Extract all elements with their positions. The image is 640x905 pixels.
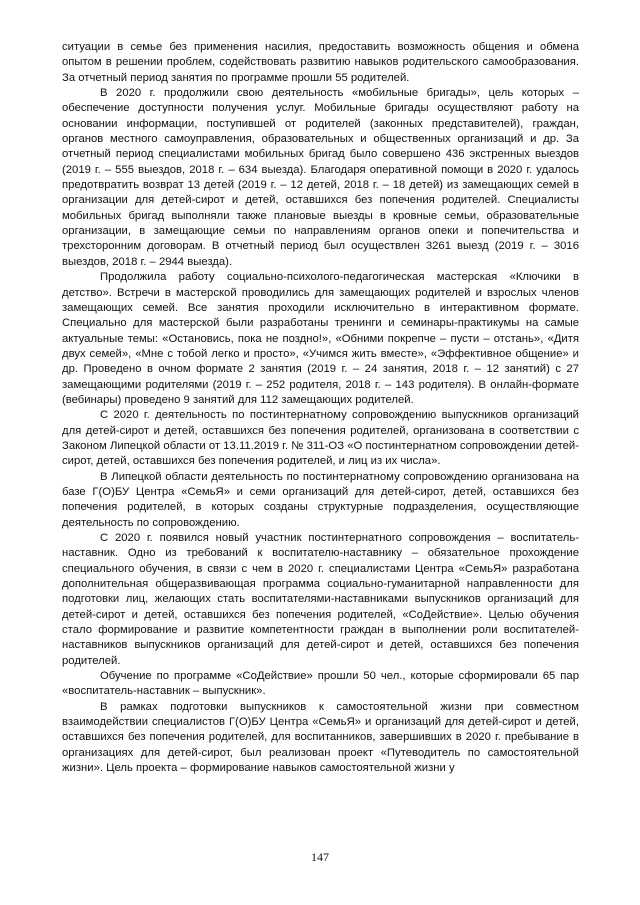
paragraph-mobile-brigades: В 2020 г. продолжили свою деятельность «мобильные бригады», цель которых – обеспечение доступности получения услуг. Мобильные бригады осуществляют работу на основании информации, поступившей от родителей (законных представителей), граждан, органов местного самоуправления, образовательных и общественных организаций и др. За отчетный период специалистами мобильных бригад было совершено 436 экстренных выездов (2019 г. – 555 выездов, 2018 г. – 634 выезда). Благодаря оперативной помощи в 2020 г. удалось предотвратить возврат 13 детей (2019 г. – 12 детей, 2018 г. – 18 детей) из замещающих семей в организации для детей-сирот и детей, оставшихся без попечения родителей. Специалисты мобильных бригад выполняли также плановые выезды в кровные семьи, образовательные организации, в замещающие семьи по направлениям органов опеки и попечительства и трехсторонним договорам. В отчетный период был осуществлен 3261 выезд (2019 г. – 3016 выездов, 2018 г. – 2944 выезда). xyxy=(62,87,579,268)
paragraph-mentor: С 2020 г. появился новый участник постинтернатного сопровождения – воспитатель-наставник. Одно из требований к воспитателю-наставнику – обязательное прохождение специального обучения, в связи с чем в 2020 г. специалистами Центра «СемьЯ» разработана дополнительная общеразвивающая программа социально-гуманитарной направленности для подготовки лиц, желающих стать воспитателями-наставниками выпускников организаций для детей-сирот и детей, оставшихся без попечения родителей, «СоДействие». Целью обучения стало формирование и развитие компетентности граждан в выполнении роли воспитателей-наставников выпускников организаций для детей-сирот и детей, оставшихся без попечения родителей. xyxy=(62,532,579,667)
paragraph-guide-project: В рамках подготовки выпускников к самостоятельной жизни при совместном взаимодействии специалистов Г(О)БУ Центра «СемьЯ» и организаций для детей-сирот и детей, оставшихся без попечения родителей, для воспитанников, завершивших в 2020 г. пребывание в организациях для детей-сирот, был реализован проект «Путеводитель по самостоятельной жизни». Цель проекта – формирование навыков самостоятельной жизни у xyxy=(62,700,579,775)
page-number: 147 xyxy=(311,850,329,864)
paragraph-workshop: Продолжила работу социально-психолого-педагогическая мастерская «Ключики в детство». Встречи в мастерской проводились для замещающих родителей и взрослых членов замещающих семей. Все занятия проходили исключительно в интерактивном формате. Специально для мастерской были разработаны тренинги и семинары-практикумы на самые актуальные темы: «Остановись, пока не поздно!», «Обними покрепче – пусти – отстань», «Дитя двух семей», «Мне с тобой легко и просто», «Учимся жить вместе», «Эффективное общение» и др. Проведено в очном формате 2 занятия (2019 г. – 24 занятия, 2018 г. – 12 занятий) с 27 замещающими родителями (2019 г. – 252 родителя, 2018 г. – 143 родителя). В онлайн-формате (вебинары) проведено 9 занятий для 112 замещающих родителей. xyxy=(62,271,579,406)
paragraph-training: Обучение по программе «СоДействие» прошли 50 чел., которые сформировали 65 пар «воспитатель-наставник – выпускник». xyxy=(62,670,579,698)
paragraph-post-boarding-law: С 2020 г. деятельность по постинтернатному сопровождению выпускников организаций для детей-сирот и детей, оставшихся без попечения родителей, организована в соответствии с Законом Липецкой области от 13.11.2019 г. № 311-ОЗ «О постинтернатном сопровождении детей-сирот, детей, оставшихся без попечения родителей, и лиц из их числа». xyxy=(62,409,579,468)
body-text xyxy=(62,40,579,777)
paragraph-lipetsk-region: В Липецкой области деятельность по постинтернатному сопровождению организована на базе Г(О)БУ Центра «СемьЯ» и семи организаций для детей-сирот, детей, оставшихся без попечения родителей, в которых созданы структурные подразделения, осуществляющие деятельность по сопровождению. xyxy=(62,470,579,529)
paragraph-continuation: ситуации в семье без применения насилия, предоставить возможность общения и обмена опытом в решении проблем, содействовать развитию навыков родительского самообразования. За отчетный период занятия по программе прошли 55 родителей. xyxy=(62,41,579,84)
